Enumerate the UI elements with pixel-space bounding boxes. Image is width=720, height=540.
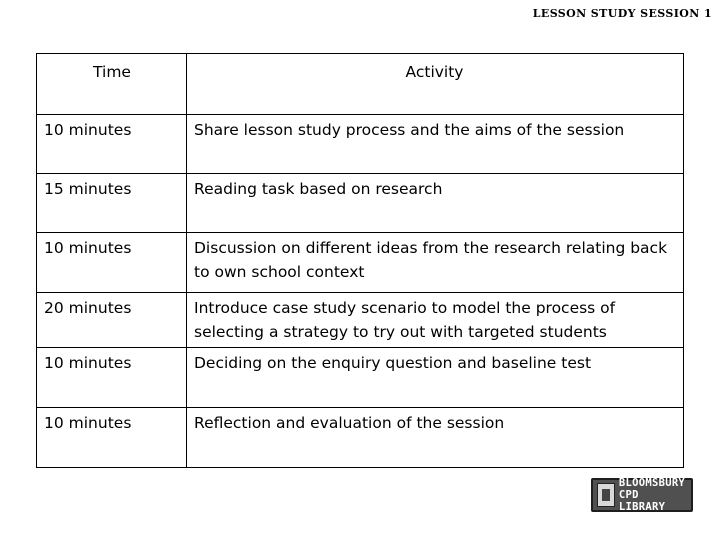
time-cell: 10 minutes <box>37 115 187 174</box>
time-cell: 10 minutes <box>37 408 187 468</box>
time-cell: 10 minutes <box>37 348 187 408</box>
column-header-time: Time <box>37 54 187 115</box>
table-row <box>37 115 684 174</box>
logo-line-1: BLOOMSBURY <box>618 477 686 489</box>
table-row <box>37 293 684 348</box>
book-icon <box>597 483 615 507</box>
activity-cell: Introduce case study scenario to model the process of selecting a strategy to try out with targeted students <box>187 293 684 348</box>
page-header-title: LESSON STUDY SESSION 1 <box>532 7 712 20</box>
table-row <box>37 408 684 468</box>
activity-cell: Share lesson study process and the aims of the session <box>187 115 684 174</box>
time-cell: 20 minutes <box>37 293 187 348</box>
table-row <box>37 348 684 408</box>
activity-cell: Discussion on different ideas from the research relating back to own school context <box>187 233 684 293</box>
session-schedule-table <box>36 53 684 468</box>
logo-text <box>619 477 691 513</box>
table-row <box>37 233 684 293</box>
logo-line-2: CPD LIBRARY <box>618 489 666 513</box>
activity-cell: Reading task based on research <box>187 174 684 233</box>
column-header-activity: Activity <box>187 54 684 115</box>
time-cell: 15 minutes <box>37 174 187 233</box>
bloomsbury-cpd-library-logo <box>591 478 693 512</box>
activity-cell: Reflection and evaluation of the session <box>187 408 684 468</box>
activity-cell: Deciding on the enquiry question and baseline test <box>187 348 684 408</box>
time-cell: 10 minutes <box>37 233 187 293</box>
table-row <box>37 174 684 233</box>
table-header-row <box>37 54 684 115</box>
